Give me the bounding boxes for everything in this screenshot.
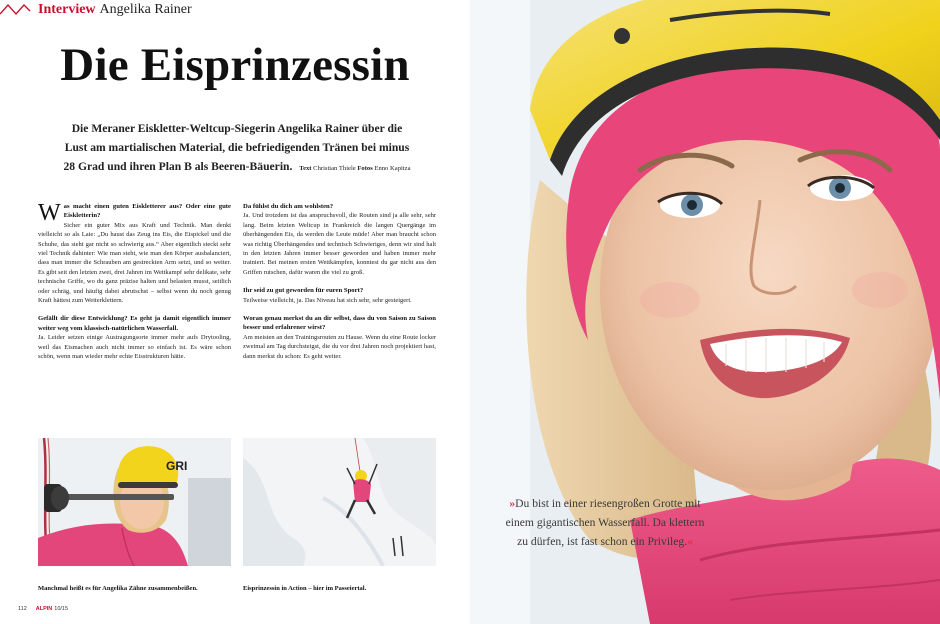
lead-text: Die Meraner Eiskletter-Weltcup-Siegerin Angelika Rainer über die Lust am martialischen Material, die befriedigenden Tränen bei minus 28 Grad und ihren Plan B als Beeren-Bäuerin. bbox=[63, 122, 410, 173]
quote-open-mark: » bbox=[509, 497, 516, 510]
credit-text-label: Text bbox=[299, 165, 312, 172]
page-number: 112 bbox=[18, 606, 27, 612]
answer: Ja. Leider setzen einige Austragungsorte immer mehr aufs Drytooling, weil das Eismachen auch nicht immer so einfach ist. Es wäre schon schön, wenn man wieder mehr echte Eisstrukturen hätte. bbox=[38, 334, 231, 361]
answer: Teilweise vielleicht, ja. Das Niveau hat sich sehr, sehr gesteigert. bbox=[243, 296, 412, 304]
issue-number: 10/15 bbox=[54, 606, 69, 612]
helmet-text: GRI bbox=[166, 459, 188, 473]
article-title: Die Eisprinzessin bbox=[60, 39, 410, 91]
page-footer bbox=[18, 606, 68, 612]
quote-close-mark: « bbox=[687, 535, 693, 548]
credit-photo-name: Enno Kapitza bbox=[374, 165, 411, 172]
dropcap: W bbox=[38, 200, 61, 226]
answer: Sicher ein guter Mix aus Kraft und Technik. Man denkt vielleicht so als Laie: „Du haust das Zeug ins Eis, die Eispickel und die Schuhe, das sieht gar nicht so schwierig aus.“ Aber eigentlich steckt sehr viel Technik dahinter: Wie man steht, wie man den Körper ausbalanciert, dass man immer die Schrauben am gestreckten Arm setzt, und so weiter. Es gibt seit den letzten zwei, drei Jahren im Wettkampf sehr delikate, sehr technische Griffe, wo du ganz präzise halten und belasten musst, seitlich oder schräg, und häufig dabei abrutschst – selbst wenn du noch genug Kraft hättest zum Weiterklettern. bbox=[38, 221, 231, 305]
article-credits bbox=[299, 165, 410, 172]
text-column-2 bbox=[243, 202, 436, 361]
pull-quote bbox=[500, 494, 710, 551]
quote-text: Du bist in einer riesengroßen Grotte mit einem gigantischen Wasserfall. Da klettern zu dürfen, ist fast schon ein Privileg. bbox=[505, 497, 705, 548]
question: Woran genau merkst du an dir selbst, dass du von Saison zu Saison besser und erfahrener wirst? bbox=[243, 315, 436, 332]
section-header bbox=[38, 1, 192, 18]
question: as macht einen guten Eiskletterer aus? Oder eine gute Eiskletterin? bbox=[63, 203, 231, 220]
article-lead bbox=[62, 119, 412, 178]
magazine-logo: ALPIN bbox=[35, 606, 53, 612]
credit-text-name: Christian Thiele bbox=[313, 165, 356, 172]
section-rubric: Interview bbox=[38, 2, 96, 17]
credit-photo-label: Fotos bbox=[357, 165, 373, 172]
question: Da fühlst du dich am wohlsten? bbox=[243, 203, 334, 210]
photo-caption-2: Eisprinzessin in Action – hier im Passeiertal. bbox=[243, 585, 367, 592]
question: Gefällt dir diese Entwicklung? Es geht ja damit eigentlich immer weiter weg vom klassisch-natürlichen Wasserfall. bbox=[38, 315, 231, 332]
photo-climber-biting-axe bbox=[38, 438, 231, 566]
photo-caption-1: Manchmal heißt es für Angelika Zähne zusammenbeißen. bbox=[38, 585, 198, 592]
section-name: Angelika Rainer bbox=[99, 2, 192, 17]
photo-climber-on-ice bbox=[243, 438, 436, 566]
answer: Am meisten an den Trainingsrouten zu Hause. Wenn du eine Route locker zweimal am Tag durchsteigst, die du vor drei Jahren noch projektiert hast, dann merkst du schon: Es geht weiter. bbox=[243, 333, 436, 360]
photo1-illustration bbox=[38, 438, 231, 566]
answer: Ja. Und trotzdem ist das anspruchsvoll, die Routen sind ja alle sehr, sehr lang. Beim letzten Weltcup in Frankreich die langen Quergänge im überhängenden Eis, da werden die Leute müde! Aber man braucht schon was richtig Überhängendes und technisch Schwieriges, denn wir sind halt in den letzten Jahren immer besser geworden und haben immer mehr trainiert. Bei meinen ersten Wettkämpfen, konntest du gar nicht aus den Griffen rutschen, dafür waren die viel zu groß. bbox=[243, 212, 436, 276]
text-column-1 bbox=[38, 202, 231, 362]
question: Ihr seid zu gut geworden für euren Sport? bbox=[243, 287, 364, 295]
photo2-illustration bbox=[243, 438, 436, 566]
